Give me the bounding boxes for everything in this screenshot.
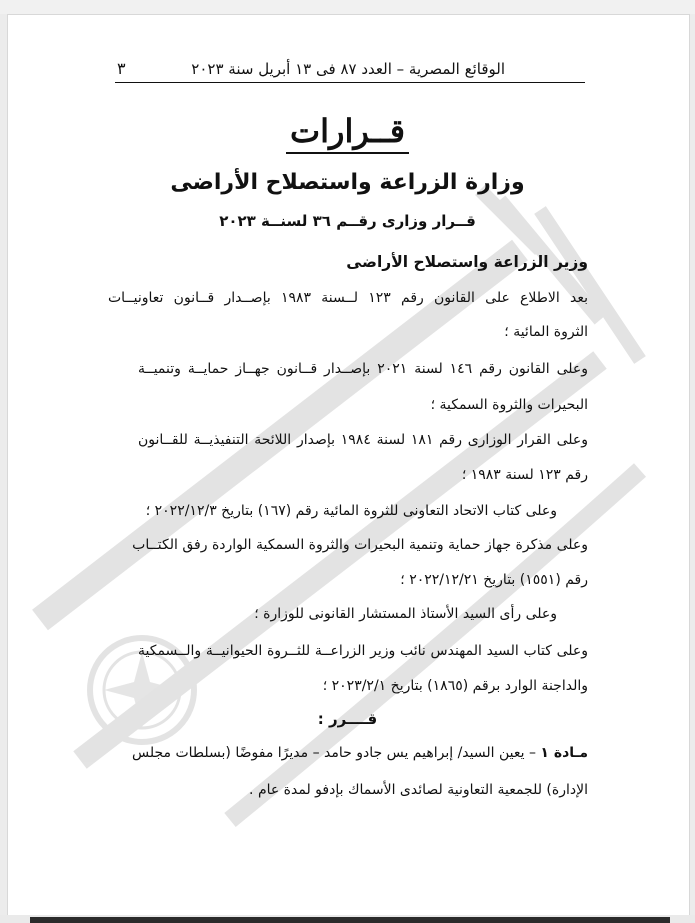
- preamble-line: بعد الاطلاع على القانون رقم ١٢٣ لــسنة ١٩٨٣ بإصــدار قــانون تعاونيــات: [108, 290, 588, 306]
- article-1-line-2: الإدارة) للجمعية التعاونية لصائدى الأسماك بإدفو لمدة عام .: [249, 782, 588, 798]
- article-label: مـادة ١: [540, 745, 588, 761]
- article-1-line-1: [132, 745, 588, 761]
- page-number: ٣: [117, 59, 126, 78]
- preamble-line: رقم (١٥٥١) بتاريخ ٢٠٢٢/١٢/٢١ ؛: [400, 572, 588, 588]
- preamble-line: وعلى كتاب السيد المهندس نائب وزير الزراعــة للثــروة الحيوانيــة والــسمكية: [138, 643, 588, 659]
- decree-number: قــرار وزارى رقــم ٣٦ لسنــة ٢٠٢٣: [219, 212, 476, 230]
- header-title: الوقائع المصرية – العدد ٨٧ فى ١٣ أبريل سنة ٢٠٢٣: [191, 60, 505, 78]
- ministry-name: وزارة الزراعة واستصلاح الأراضى: [170, 170, 525, 195]
- preamble-line: وعلى كتاب الاتحاد التعاونى للثروة المائية رقم (١٦٧) بتاريخ ٢٠٢٢/١٢/٣ ؛: [145, 503, 557, 519]
- resolved-heading: قــــرر :: [317, 710, 378, 728]
- preamble-line: وعلى القانون رقم ١٤٦ لسنة ٢٠٢١ بإصــدار قــانون جهــاز حمايــة وتنميــة: [138, 361, 589, 377]
- preamble-line: الثروة المائية ؛: [504, 324, 588, 340]
- article-text: – يعين السيد/ إبراهيم يس جادو حامد – مديرًا مفوضًا (بسلطات مجلس: [132, 745, 536, 761]
- section-title: قــرارات: [0, 112, 695, 150]
- minister-heading: وزير الزراعة واستصلاح الأراضى: [346, 253, 588, 271]
- preamble-line: البحيرات والثروة السمكية ؛: [430, 397, 588, 413]
- preamble-line: رقم ١٢٣ لسنة ١٩٨٣ ؛: [461, 467, 588, 483]
- preamble-line: وعلى القرار الوزارى رقم ١٨١ لسنة ١٩٨٤ بإصدار اللائحة التنفيذيــة للقــانون: [138, 432, 589, 448]
- preamble-line: والداجنة الوارد برقم (١٨٦٥) بتاريخ ٢٠٢٣/٢/١ ؛: [322, 678, 588, 694]
- preamble-line: وعلى مذكرة جهاز حماية وتنمية البحيرات والثروة السمكية الواردة رفق الكتــاب: [132, 537, 588, 553]
- running-header: [115, 58, 585, 83]
- preamble-line: وعلى رأى السيد الأستاذ المستشار القانونى للوزارة ؛: [254, 606, 557, 622]
